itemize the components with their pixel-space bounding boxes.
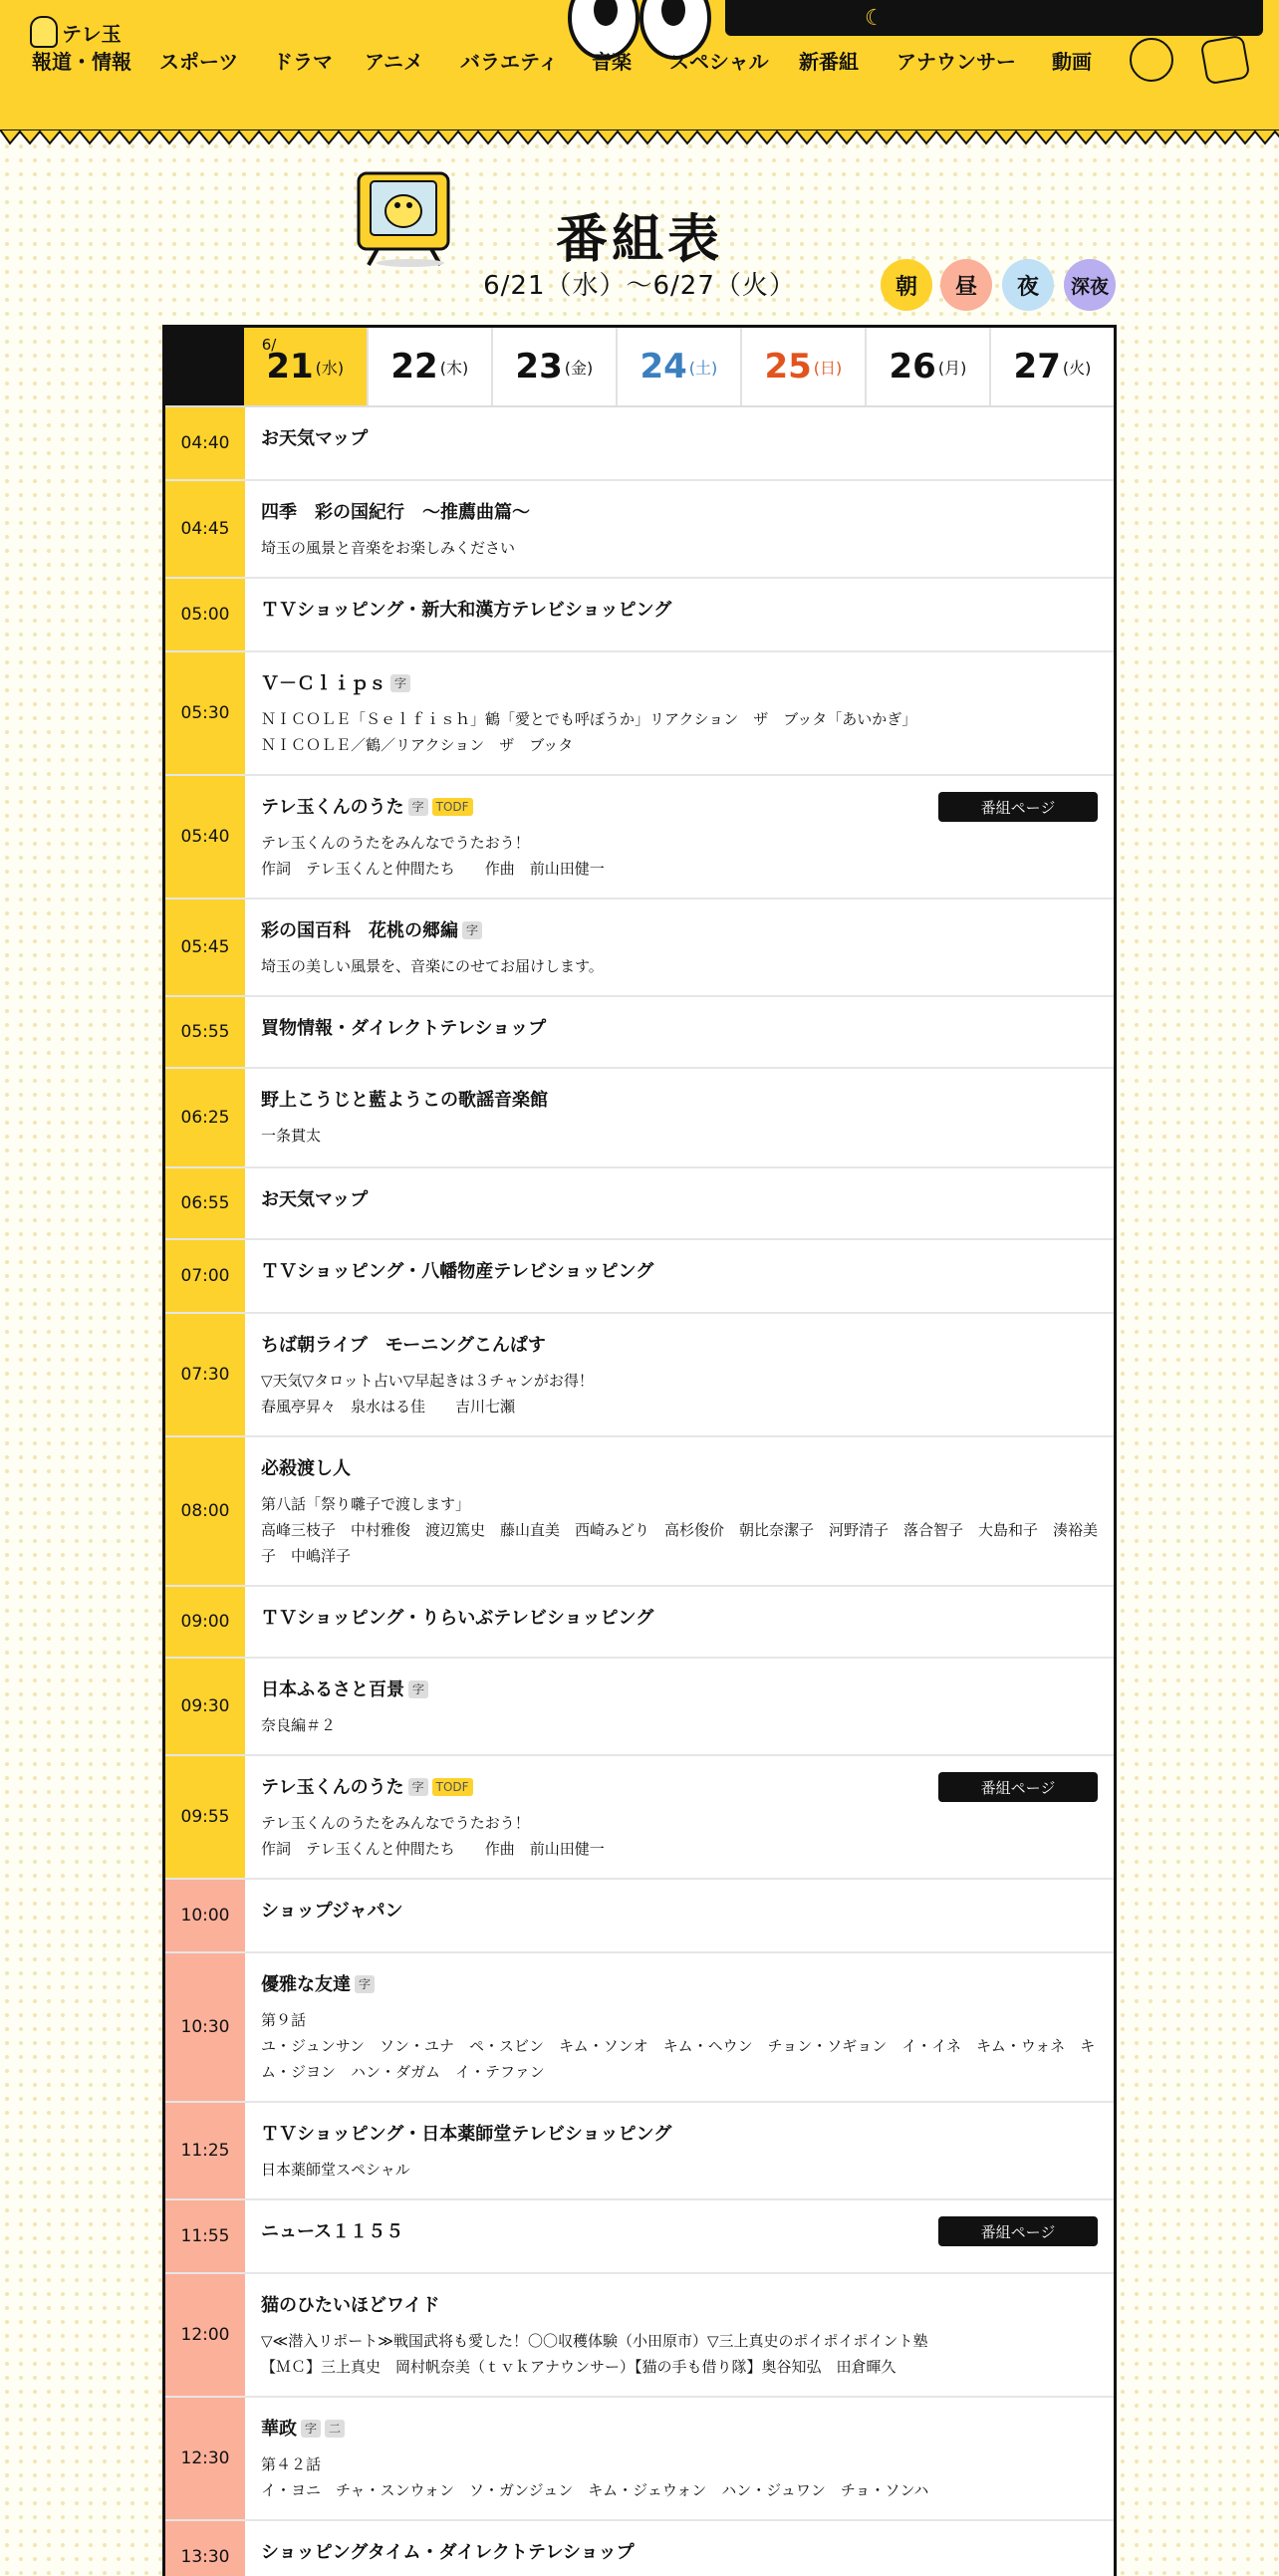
- program-info: [245, 1314, 1114, 1435]
- program-info: [245, 407, 1114, 479]
- nav-item-special[interactable]: スペシャル: [669, 50, 769, 74]
- program-title: テレ玉くんのうた: [261, 1777, 404, 1798]
- nav-item-new-programs[interactable]: 新番組: [799, 50, 859, 74]
- program-time: 07:00: [165, 1240, 245, 1312]
- day-tab-21[interactable]: [244, 328, 367, 405]
- program-title: 華政: [261, 2419, 297, 2440]
- program-title: ＴＶショッピング・日本薬師堂テレビショッピング: [261, 2124, 672, 2145]
- program-description: 第９話 ユ・ジュンサン ソン・ユナ ペ・スビン キム・ソンオ キム・ヘウン チョン・ソギョン イ・イネ キム・ウォネ キム・ジヨン ハン・ダガム イ・テファン: [261, 2011, 1096, 2081]
- program-info: [245, 2200, 1114, 2272]
- nav-item-variety[interactable]: バラエティ: [460, 50, 559, 74]
- mascot-calendar-icon[interactable]: [1200, 35, 1251, 86]
- program-title-line[interactable]: [261, 1457, 1098, 1481]
- program-info: [245, 997, 1114, 1067]
- program-title-line[interactable]: [261, 599, 1098, 623]
- program-page-button[interactable]: 番組ページ: [938, 1772, 1098, 1802]
- time-of-day-label: 夜: [1016, 274, 1039, 300]
- day-of-week: (月): [937, 358, 967, 378]
- program-row[interactable]: [165, 2200, 1114, 2274]
- subtitle-badge: 字: [408, 1680, 428, 1698]
- subtitle-badge: 字: [301, 2420, 321, 2438]
- program-title: ニュース１１５５: [261, 2221, 404, 2242]
- nav-item-videos[interactable]: 動画: [1052, 50, 1092, 74]
- program-page-button[interactable]: 番組ページ: [938, 792, 1098, 822]
- program-info: [245, 2103, 1114, 2198]
- program-info: [245, 652, 1114, 774]
- day-tab-25[interactable]: [740, 328, 865, 405]
- program-time: 04:40: [165, 407, 245, 479]
- program-info: [245, 2398, 1114, 2519]
- day-number: 21: [266, 347, 314, 386]
- day-tabs: [165, 328, 1114, 407]
- program-description: 埼玉の風景と音楽をお楽しみください: [261, 539, 516, 557]
- program-title: ショッピングタイム・ダイレクトテレショップ: [261, 2542, 635, 2563]
- day-of-week: (水): [315, 358, 345, 378]
- nav-item-sports[interactable]: スポーツ: [159, 50, 239, 74]
- program-page-button[interactable]: 番組ページ: [938, 2216, 1098, 2246]
- program-row[interactable]: [165, 481, 1114, 579]
- program-title-line[interactable]: [261, 1260, 1098, 1284]
- program-time: 04:45: [165, 481, 245, 577]
- program-time: 12:00: [165, 2274, 245, 2396]
- todf-badge: TODF: [432, 1778, 473, 1796]
- program-time: 11:55: [165, 2200, 245, 2272]
- mascot-bell-icon[interactable]: [1130, 38, 1173, 82]
- subtitle-badge: 字: [462, 921, 482, 939]
- nav-item-music[interactable]: 音楽: [592, 50, 632, 74]
- program-title-line[interactable]: [261, 1017, 1098, 1041]
- day-number: 23: [515, 347, 563, 386]
- nav-item-announcers[interactable]: アナウンサー: [896, 50, 1016, 74]
- program-description: 第４２話 イ・ヨニ チャ・スンウォン ソ・ガンジュン キム・ジェウォン ハン・ジュワン チョ・ソンハ: [261, 2455, 929, 2499]
- bilingual-badge: 二: [325, 2420, 345, 2438]
- program-description: 埼玉の美しい風景を、音楽にのせてお届けします。: [261, 957, 604, 975]
- program-title: ちば朝ライブ モーニングこんぱす: [261, 1335, 546, 1356]
- program-title-line[interactable]: [261, 501, 1098, 525]
- date-range: 6/21（水）〜6/27（火）: [483, 271, 796, 301]
- day-tab-22[interactable]: [367, 328, 491, 405]
- program-description: ▽≪潜入リポート≫戦国武将も愛した！〇〇収穫体験（小田原市）▽三上真史のポイポイポイント塾 【ＭＣ】三上真史 岡村帆奈美（ｔｖｋアナウンサー）【猫の手も借り隊】奥谷知弘 田倉暉久: [261, 2332, 928, 2376]
- subtitle-badge: 字: [390, 674, 410, 692]
- program-title: 買物情報・ダイレクトテレショップ: [261, 1018, 547, 1039]
- program-description: 日本薬師堂スペシャル: [261, 2161, 410, 2179]
- day-number: 22: [390, 347, 438, 386]
- program-time: 05:00: [165, 579, 245, 650]
- program-time: 09:00: [165, 1587, 245, 1657]
- program-time: 12:30: [165, 2398, 245, 2519]
- program-row[interactable]: [165, 652, 1114, 776]
- program-info: [245, 1587, 1114, 1657]
- program-info: [245, 1880, 1114, 1951]
- program-info: [245, 1953, 1114, 2101]
- day-number: 25: [764, 347, 812, 386]
- program-title: 日本ふるさと百景: [261, 1679, 404, 1700]
- program-time: 09:55: [165, 1756, 245, 1878]
- program-time: 08:00: [165, 1437, 245, 1585]
- program-title-line[interactable]: [261, 2418, 1098, 2442]
- program-info: [245, 1437, 1114, 1585]
- program-title-line[interactable]: [261, 1089, 1098, 1113]
- program-title-line[interactable]: [261, 919, 1098, 943]
- day-of-week: (金): [564, 358, 594, 378]
- time-of-day-morning-button[interactable]: [881, 259, 932, 311]
- program-info: [245, 2274, 1114, 2396]
- program-row[interactable]: [165, 1880, 1114, 1953]
- program-time: 06:55: [165, 1168, 245, 1238]
- program-title-line[interactable]: [261, 1678, 1098, 1702]
- program-time: 07:30: [165, 1314, 245, 1435]
- program-title-line[interactable]: [261, 1607, 1098, 1631]
- day-of-week: (土): [688, 358, 718, 378]
- program-description: 奈良編＃２: [261, 1716, 337, 1734]
- program-row[interactable]: [165, 2398, 1114, 2521]
- nav-item-drama[interactable]: ドラマ: [273, 50, 333, 74]
- program-time: 05:45: [165, 900, 245, 995]
- day-tab-24[interactable]: [616, 328, 740, 405]
- nav-item-anime[interactable]: アニメ: [365, 50, 423, 74]
- day-of-week: (日): [813, 358, 843, 378]
- time-of-day-label: 朝: [895, 274, 917, 300]
- program-row[interactable]: [165, 2103, 1114, 2200]
- program-title: Ｖ－Ｃｌｉｐｓ: [261, 673, 386, 694]
- program-time: 13:30: [165, 2521, 245, 2576]
- day-tab-23[interactable]: [491, 328, 616, 405]
- moon-icon[interactable]: ☾: [865, 6, 885, 31]
- program-time: 05:30: [165, 652, 245, 774]
- program-title: お天気マップ: [261, 428, 369, 449]
- program-title-line[interactable]: [261, 672, 1098, 696]
- program-time: 10:00: [165, 1880, 245, 1951]
- search-bar[interactable]: [725, 0, 1263, 36]
- day-tabs-corner: [165, 328, 244, 405]
- day-of-week: (木): [439, 358, 469, 378]
- site-logo[interactable]: [30, 16, 122, 48]
- program-title: テレ玉くんのうた: [261, 797, 404, 818]
- day-month: 6/: [261, 336, 277, 354]
- program-title-line[interactable]: [261, 2294, 1098, 2318]
- program-description: テレ玉くんのうたをみんなでうたおう！ 作詞 テレ玉くんと仲間たち 作曲 前山田健一: [261, 834, 605, 878]
- program-time: 10:30: [165, 1953, 245, 2101]
- program-title-line[interactable]: [261, 2123, 1098, 2147]
- main-nav: [0, 46, 1279, 78]
- program-title: ＴＶショッピング・りらいぶテレビショッピング: [261, 1608, 654, 1629]
- program-time: 06:25: [165, 1069, 245, 1166]
- program-row[interactable]: [165, 997, 1114, 1069]
- program-row[interactable]: [165, 776, 1114, 900]
- time-of-day-late-night-button[interactable]: [1064, 259, 1116, 311]
- time-of-day-label: 深夜: [1070, 275, 1109, 298]
- time-of-day-label: 昼: [954, 274, 977, 300]
- program-title-line[interactable]: [261, 1188, 1098, 1212]
- program-info: [245, 1659, 1114, 1754]
- subtitle-badge: 字: [408, 1778, 428, 1796]
- program-title-line[interactable]: [261, 1334, 1098, 1358]
- program-time: 11:25: [165, 2103, 245, 2198]
- nav-item-news[interactable]: 報道・情報: [32, 50, 131, 74]
- program-row[interactable]: [165, 2274, 1114, 2398]
- program-title-line[interactable]: [261, 1900, 1098, 1924]
- program-info: [245, 1240, 1114, 1312]
- tele-tama-mascot-icon: [30, 16, 58, 48]
- day-number: 27: [1013, 347, 1061, 386]
- page-title: 番組表: [555, 210, 723, 270]
- site-header: [0, 0, 1279, 131]
- program-description: 第八話「祭り囃子で渡します」 高峰三枝子 中村雅俊 渡辺篤史 藤山直美 西崎みどり 高杉俊价 朝比奈潔子 河野清子 落合智子 大島和子 湊裕美子 中嶋洋子: [261, 1495, 1099, 1565]
- program-row[interactable]: [165, 407, 1114, 481]
- program-title: 優雅な友達: [261, 1974, 351, 1995]
- program-time: 05:55: [165, 997, 245, 1067]
- day-tab-27[interactable]: [989, 328, 1114, 405]
- program-info: [245, 1756, 1114, 1878]
- header-zigzag-divider: [0, 129, 1279, 149]
- time-of-day-noon-button[interactable]: [940, 259, 992, 311]
- program-row[interactable]: [165, 1240, 1114, 1314]
- day-tab-26[interactable]: [865, 328, 989, 405]
- program-row[interactable]: [165, 1437, 1114, 1587]
- program-title: お天気マップ: [261, 1189, 369, 1210]
- day-of-week: (火): [1062, 358, 1092, 378]
- program-description: テレ玉くんのうたをみんなでうたおう！ 作詞 テレ玉くんと仲間たち 作曲 前山田健一: [261, 1814, 605, 1858]
- program-row[interactable]: [165, 1168, 1114, 1240]
- program-row[interactable]: [165, 1587, 1114, 1659]
- logo-text: テレ玉: [62, 21, 122, 46]
- program-info: [245, 481, 1114, 577]
- program-row[interactable]: [165, 900, 1114, 997]
- program-schedule: [162, 325, 1117, 2576]
- todf-badge: TODF: [432, 798, 473, 816]
- program-title-line[interactable]: [261, 2541, 1098, 2565]
- program-row[interactable]: [165, 2521, 1114, 2576]
- time-of-day-night-button[interactable]: [1002, 259, 1054, 311]
- program-row[interactable]: [165, 1314, 1114, 1437]
- program-row[interactable]: [165, 1953, 1114, 2103]
- subtitle-badge: 字: [408, 798, 428, 816]
- program-row[interactable]: [165, 579, 1114, 652]
- program-title-line[interactable]: [261, 427, 1098, 451]
- program-info: [245, 900, 1114, 995]
- program-info: [245, 1069, 1114, 1166]
- program-info: [245, 579, 1114, 650]
- program-row[interactable]: [165, 1659, 1114, 1756]
- program-title: 野上こうじと藍ようこの歌謡音楽館: [261, 1090, 548, 1111]
- program-title: 猫のひたいほどワイド: [261, 2295, 440, 2316]
- subtitle-badge: 字: [355, 1975, 375, 1993]
- program-title: ＴＶショッピング・八幡物産テレビショッピング: [261, 1261, 654, 1282]
- program-description: ▽天気▽タロット占い▽早起きは３チャンがお得！ 春風亭昇々 泉水はる佳 吉川七瀬: [261, 1372, 594, 1416]
- program-info: [245, 2521, 1114, 2576]
- program-title-line[interactable]: [261, 1973, 1098, 1997]
- program-title: 必殺渡し人: [261, 1458, 351, 1479]
- day-number: 26: [889, 347, 936, 386]
- day-number: 24: [640, 347, 687, 386]
- program-info: [245, 776, 1114, 898]
- program-info: [245, 1168, 1114, 1238]
- program-title: 彩の国百科 花桃の郷編: [261, 920, 458, 941]
- program-row[interactable]: [165, 1069, 1114, 1168]
- program-title: ショップジャパン: [261, 1901, 403, 1922]
- program-title: ＴＶショッピング・新大和漢方テレビショッピング: [261, 600, 672, 621]
- program-time: 05:40: [165, 776, 245, 898]
- program-row[interactable]: [165, 1756, 1114, 1880]
- program-description: ＮＩＣＯＬＥ「Ｓｅｌｆｉｓｈ」鶴「愛とでも呼ぼうか」リアクション ザ ブッタ「あいかぎ」 ＮＩＣＯＬＥ／鶴／リアクション ザ ブッタ: [261, 710, 917, 754]
- program-description: 一条貫太: [261, 1127, 322, 1145]
- program-time: 09:30: [165, 1659, 245, 1754]
- program-list: [165, 407, 1114, 2576]
- program-title: 四季 彩の国紀行 〜推薦曲篇〜: [261, 502, 530, 523]
